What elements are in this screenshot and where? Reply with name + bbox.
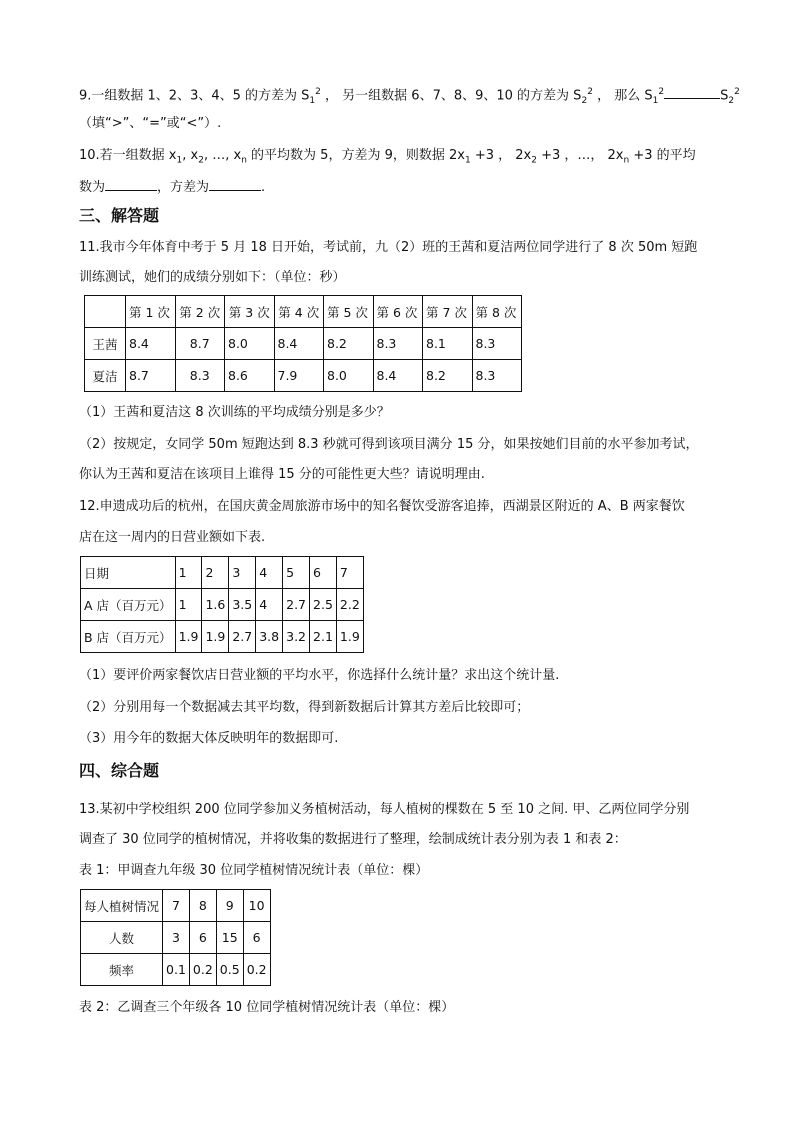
table-header-row: 每人植树情况 7 8 9 10 bbox=[81, 890, 271, 922]
answer-blank bbox=[209, 176, 261, 191]
question-12-sub-2: （2）分别用每一个数据减去其平均数，得到新数据后计算其方差后比较即可； bbox=[79, 700, 530, 715]
question-13-line-2: 调查了 30 位同学的植树情况，并将收集的数据进行了整理，绘制成统计表分别为表 1 和表 2： bbox=[79, 832, 627, 847]
table-row: 频率 0.1 0.2 0.5 0.2 bbox=[81, 954, 271, 986]
table-row: B 店（百万元） 1.9 1.9 2.7 3.8 3.2 2.1 1.9 bbox=[81, 621, 364, 653]
q12-table bbox=[80, 556, 364, 653]
question-12-sub-3: （3）用今年的数据大体反映明年的数据即可. bbox=[79, 731, 339, 746]
table-row: 夏洁 8.7 8.3 8.6 7.9 8.0 8.4 8.2 8.3 bbox=[85, 360, 522, 392]
question-11-line-2: 训练测试，她们的成绩分别如下：（单位：秒） bbox=[79, 270, 346, 285]
question-10-line-2: 数为 ，方差为 . bbox=[79, 176, 265, 198]
q11-table bbox=[84, 295, 522, 392]
question-11-sub-2-line-2: 你认为王茜和夏洁在该项目上谁得 15 分的可能性更大些？请说明理由. bbox=[79, 467, 485, 482]
section-3-heading: 三、解答题 bbox=[79, 206, 160, 225]
table-header-row: 第 1 次 第 2 次 第 3 次 第 4 次 第 5 次 第 6 次 第 7 次 第 8 次 bbox=[85, 296, 522, 328]
table-2-caption: 表 2：乙调查三个年级各 10 位同学植树情况统计表（单位：棵） bbox=[79, 1000, 455, 1015]
table-1-caption: 表 1：甲调查九年级 30 位同学植树情况统计表（单位：棵） bbox=[79, 863, 429, 878]
table-row: 王茜 8.4 8.7 8.0 8.4 8.2 8.3 8.1 8.3 bbox=[85, 328, 522, 360]
answer-blank bbox=[664, 84, 720, 99]
question-11-sub-2-line-1: （2）按规定，女同学 50m 短跑达到 8.3 秒就可得到该项目满分 15 分，如果按她们目前的水平参加考试， bbox=[79, 437, 699, 452]
question-12-line-1: 12.申遗成功后的杭州，在国庆黄金周旅游市场中的知名餐饮受游客追捧，西湖景区附近的 A、B 两家餐饮 bbox=[79, 499, 685, 514]
question-13-line-1: 13.某初中学校组织 200 位同学参加义务植树活动，每人植树的棵数在 5 至 10 之间. 甲、乙两位同学分别 bbox=[79, 802, 690, 817]
question-11-line-1: 11.我市今年体育中考于 5 月 18 日开始，考试前，九（2）班的王茜和夏洁两位同学进行了 8 次 50m 短跑 bbox=[79, 240, 698, 255]
question-10-line-1: 10.若一组数据 $x_1$, $x_2$, …, $x_n$ 的平均数为 5，方差为 9，则数据 $2x_1 +3$ ， $2x_2 +3$ ，…， $2x_n +3$ 的平均 bbox=[79, 148, 696, 166]
q13-table-1 bbox=[80, 889, 271, 986]
question-9-line-1: 9.一组数据 1、2、3、4、5 的方差为 $S_1^2$ ， 另一组数据 6、7、8、9、10 的方差为 $S_2^2$ ， 那么 $S_1^2$ $S_2^2$ bbox=[79, 82, 740, 111]
section-4-heading: 四、综合题 bbox=[79, 761, 160, 780]
table-row: A 店（百万元） 1 1.6 3.5 4 2.7 2.5 2.2 bbox=[81, 589, 364, 621]
question-11-sub-1: （1）王茜和夏洁这 8 次训练的平均成绩分别是多少？ bbox=[79, 405, 390, 420]
question-12-line-2: 店在这一周内的日营业额如下表. bbox=[79, 530, 266, 545]
answer-blank bbox=[105, 176, 157, 191]
question-12-sub-1: （1）要评价两家餐饮店日营业额的平均水平，你选择什么统计量？求出这个统计量. bbox=[79, 668, 560, 683]
table-row: 人数 3 6 15 6 bbox=[81, 922, 271, 954]
question-9-line-2: （填“>”、“=”或“<”）. bbox=[79, 116, 222, 131]
table-header-row: 日期 1 2 3 4 5 6 7 bbox=[81, 557, 364, 589]
